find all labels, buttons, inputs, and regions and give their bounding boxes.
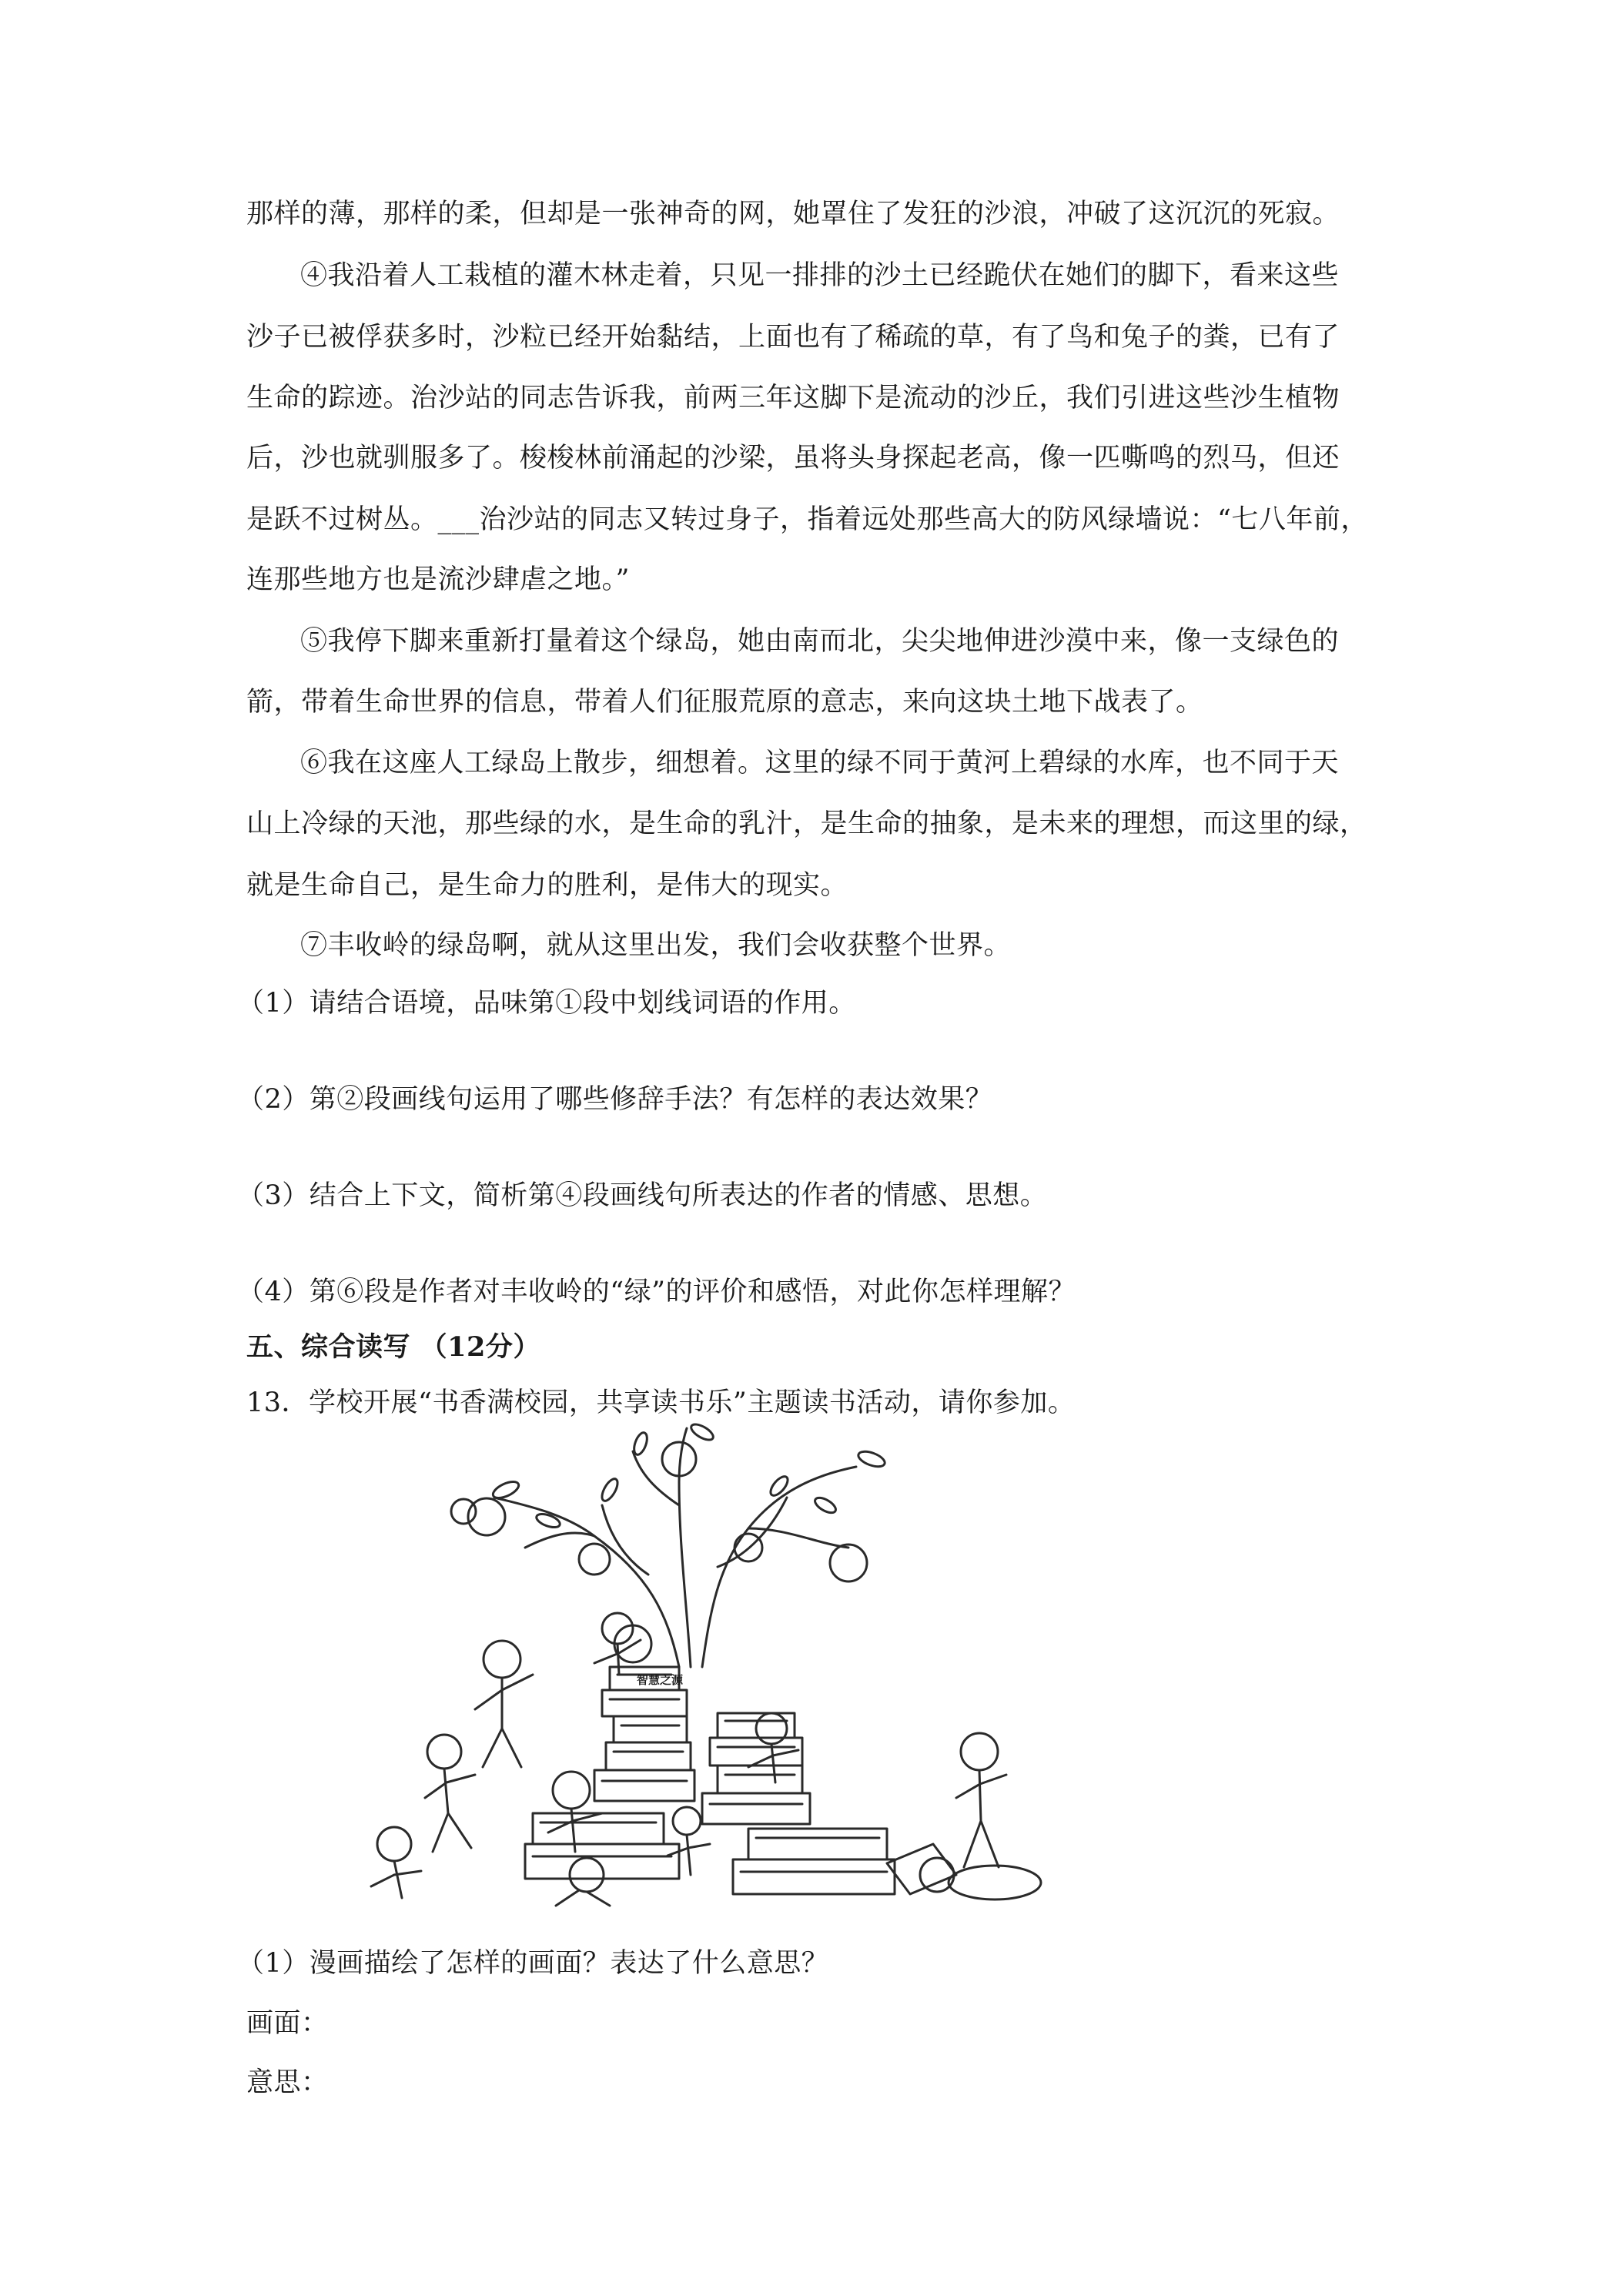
- passage-line: 沙子已被俘获多时，沙粒已经开始黏结，上面也有了稀疏的草，有了鸟和兔子的粪，已有了: [246, 322, 1340, 353]
- passage-line: 是跃不过树丛。___治沙站的同志又转过身子，指着远处那些高大的防风绿墙说：“七八年前，: [246, 504, 1368, 535]
- cartoon-book-title: 智慧之源: [637, 1673, 684, 1687]
- passage-paragraph-5: ⑤我停下脚来重新打量着这个绿岛，她由南而北，尖尖地伸进沙漠中来，像一支绿色的: [300, 626, 1340, 657]
- passage-line: 那样的薄，那样的柔，但却是一张神奇的网，她罩住了发狂的沙浪，冲破了这沉沉的死寂。: [246, 199, 1340, 229]
- question-1: （1）请结合语境，品味第①段中划线词语的作用。: [237, 988, 856, 1019]
- passage-line: 后，沙也就驯服多了。梭梭林前涌起的沙梁，虽将头身探起老高，像一匹嘶鸣的烈马，但还: [246, 443, 1340, 474]
- passage-line: 山上冷绿的天池，那些绿的水，是生命的乳汁，是生命的抽象，是未来的理想，而这里的绿，: [246, 808, 1367, 839]
- passage-paragraph-4: ④我沿着人工栽植的灌木林走着，只见一排排的沙土已经跪伏在她们的脚下，看来这些: [300, 260, 1340, 291]
- question-3: （3）结合上下文，简析第④段画线句所表达的作者的情感、思想。: [237, 1180, 1048, 1211]
- question-2: （2）第②段画线句运用了哪些修辞手法？有怎样的表达效果？: [237, 1084, 993, 1115]
- sub-question-1: （1）漫画描绘了怎样的画面？表达了什么意思？: [237, 1948, 829, 1979]
- reading-tree-cartoon: [317, 1413, 1095, 1909]
- passage-paragraph-6: ⑥我在这座人工绿岛上散步，细想着。这里的绿不同于黄河上碧绿的水库，也不同于天: [300, 748, 1340, 778]
- passage-line: 箭，带着生命世界的信息，带着人们征服荒原的意志，来向这块土地下战表了。: [246, 687, 1203, 718]
- answer-label-meaning: 意思：: [246, 2067, 329, 2098]
- passage-line: 生命的踪迹。治沙站的同志告诉我，前两三年这脚下是流动的沙丘，我们引进这些沙生植物: [246, 383, 1340, 413]
- question-4: （4）第⑥段是作者对丰收岭的“绿”的评价和感悟，对此你怎样理解？: [237, 1277, 1076, 1307]
- section-heading: 五、综合读写 （12分）: [246, 1331, 540, 1363]
- passage-line: 连那些地方也是流沙肆虐之地。”: [246, 564, 630, 595]
- passage-line: 就是生命自己，是生命力的胜利，是伟大的现实。: [246, 870, 848, 901]
- passage-paragraph-7: ⑦丰收岭的绿岛啊，就从这里出发，我们会收获整个世界。: [300, 930, 1012, 961]
- question-13: 13．学校开展“书香满校园，共享读书乐”主题读书活动，请你参加。: [246, 1387, 1076, 1418]
- answer-label-scene: 画面：: [246, 2008, 329, 2039]
